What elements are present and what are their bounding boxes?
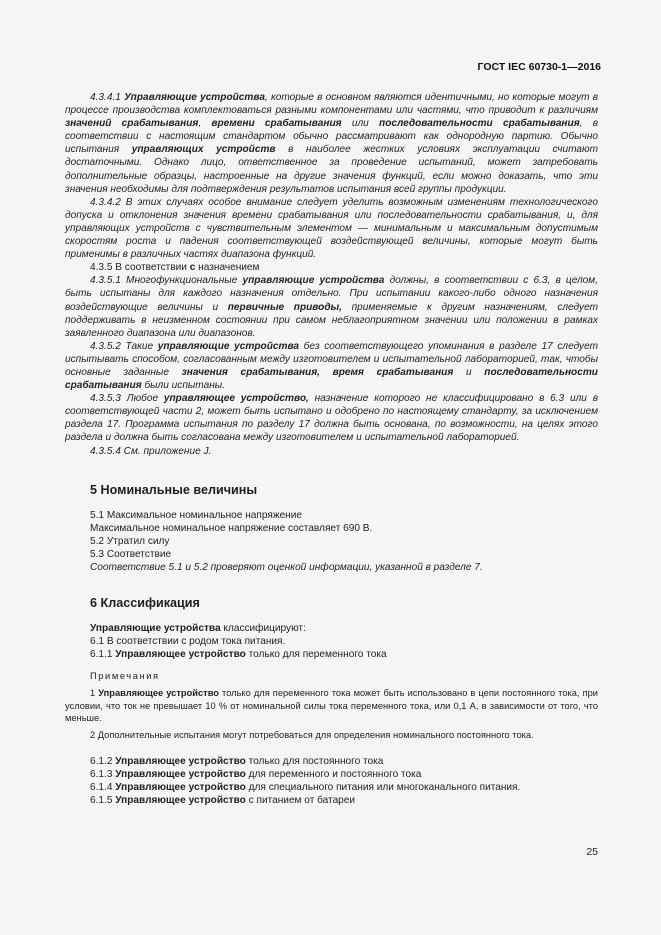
section-6-intro [65, 622, 598, 635]
text: применяемые к другим назначениям, следует поддерживать в неизменном состоянии при самом неблагоприятном значении или положении в рамках заявленного диапазона или диапазонов. [65, 301, 598, 339]
paragraph-4-3-5-1 [65, 274, 598, 339]
text: только для переменного тока [245, 649, 387, 661]
term: Управляющее устройство [115, 649, 246, 661]
line-6-1-2 [65, 755, 598, 768]
clause-number: 6.1.2 [90, 755, 116, 767]
text: были испытаны. [141, 380, 225, 392]
line-5-1-text: Максимальное номинальное напряжение составляет 690 В. [90, 522, 373, 534]
clause-number: 6.1.5 [90, 794, 116, 806]
text: только для постоянного тока [245, 755, 384, 767]
text: , в соответствии с настоящим стандартом обычно рассматривают как однородную партию. Обычно испытания [65, 118, 598, 156]
section-5-heading: 5 Номинальные величины [90, 482, 258, 497]
line-6-1-4 [65, 781, 598, 794]
term: управляющие устройства [157, 340, 300, 352]
line-6-1-1 [65, 648, 598, 661]
term: управляющих устройств [131, 144, 276, 156]
text: , которые в основном являются идентичными, но которые могут в процессе производства комплектоваться разными компонентами или частями, что приводит к различиям [65, 92, 598, 117]
text: с питанием от батареи [245, 794, 356, 806]
line-5-3: 5.3 Соответствие [90, 548, 172, 560]
text: и [453, 366, 485, 378]
text: только для переменного тока может быть использовано в цепи постоянного тока, при условии, что ток не превышает 10 % от номинальной силы тока переменного тока, или 0,1 А, в зависимости от того, что меньше. [65, 688, 598, 724]
section-6-heading: 6 Классификация [90, 596, 200, 611]
note-2: 2 Дополнительные испытания могут потребоваться для определения номинального постоянного тока. [90, 730, 534, 741]
text: 4.3.5.2 Такие [90, 340, 158, 352]
term: управляющее устройство, [163, 393, 309, 405]
text: классифицируют: [220, 623, 306, 635]
note-1 [65, 687, 598, 724]
paragraph-4-3-4-2: 4.3.4.2 В этих случаях особое внимание следует уделить возможным изменениям технологического допуска и отклонения значения времени срабатывания или последовательности срабатывания, и, для управляющих устройств с чувствительным элементом — минимальным и максимальным допустимым скоростям роста и падения соответствующей воздействующей величины, которые могут быть применимы в различных частях диапазона функций. [65, 196, 598, 261]
term: последовательности срабатывания [65, 366, 598, 392]
line-5-3-text: Соответствие 5.1 и 5.2 проверяют оценкой информации, указанной в разделе 7. [90, 562, 483, 573]
term: Управляющее устройство [115, 794, 246, 806]
term: Управляющие устройства [124, 92, 265, 103]
term: управляющие устройства [242, 275, 385, 287]
paragraph-4-3-5-4: 4.3.5.4 См. приложение J. [90, 445, 212, 457]
paragraph-4-3-5-2 [65, 340, 598, 392]
line-6-1-5 [65, 794, 598, 807]
term: значения срабатывания, время срабатывания [181, 366, 454, 378]
paragraph-4-3-4-1 [65, 91, 598, 196]
paragraph-4-3-5 [65, 261, 598, 274]
line-5-2: 5.2 Утратил силу [90, 535, 170, 547]
text: 4.3.5.3 Любое [90, 393, 164, 405]
note-number: 1 [90, 688, 99, 699]
notes-title: Примечания [90, 671, 160, 682]
text: должны, в соответствии с 6.3, в целом, быть испытаны для каждого назначения отдельно. При испытании какого-либо одного назначения воздействующие величины и [65, 275, 599, 313]
paragraph-4-3-5-3 [65, 392, 598, 444]
term: Управляющие устройства [90, 623, 221, 635]
line-5-1: 5.1 Максимальное номинальное напряжение [90, 509, 303, 521]
clause-number: 4.3.4.1 [90, 92, 125, 103]
page-header-doc-id: ГОСТ IEC 60730-1—2016 [477, 61, 601, 73]
term: последовательности срабатывания [379, 118, 580, 130]
term: Управляющее устройство [115, 781, 246, 793]
line-6-1: 6.1 В соответствии с родом тока питания. [90, 636, 286, 648]
term: первичные приводы, [227, 301, 342, 313]
text: или [341, 118, 380, 130]
text: для специального питания или многоканального питания. [245, 781, 521, 793]
text: назначение которого не классифицировано в 6.3 или в соответствующей части 2, может быть испытано и одобрено по настоящему стандарту, за исключением раздела 17. Программа испытания по разделу 17 должна быть основана, по возможности, на целях этого раздела и должна быть согласована между изготовителем и испытательной лабораторией. [65, 393, 598, 444]
line-6-1-3 [65, 768, 598, 781]
document-body [65, 91, 598, 807]
term: значений срабатывания [65, 118, 199, 130]
text: назначением [195, 262, 260, 274]
term: с [189, 262, 196, 274]
term: Управляющее устройство [115, 755, 246, 767]
text: без соответствующего упоминания в разделе 17 следует испытывать способом, согласованным между изготовителем и испытательной лабораторией, так, чтобы основные заданные [65, 340, 599, 378]
clause-number: 6.1.1 [90, 649, 116, 661]
text: 4.3.5 В соответствии [90, 262, 190, 274]
clause-number: 6.1.3 [90, 768, 116, 780]
clause-number: 6.1.4 [90, 781, 116, 793]
term: Управляющее устройство [98, 688, 219, 699]
page-number: 25 [586, 846, 598, 858]
text: 4.3.5.1 Многофункциональные [90, 275, 243, 287]
text: в наиболее жестких условиях эксплуатации считают достаточными. Однако лицо, ответственное за проведение испытаний, может затребовать дополнительные образцы, настроенные на другие значения функций, если можно доказать, что эти значения необходимы для подтверждения результатов испытания всей группы продукции. [65, 144, 599, 195]
text: , [198, 118, 212, 130]
term: времени срабатывания [211, 118, 342, 130]
text: для переменного и постоянного тока [245, 768, 422, 780]
term: Управляющее устройство [115, 768, 246, 780]
